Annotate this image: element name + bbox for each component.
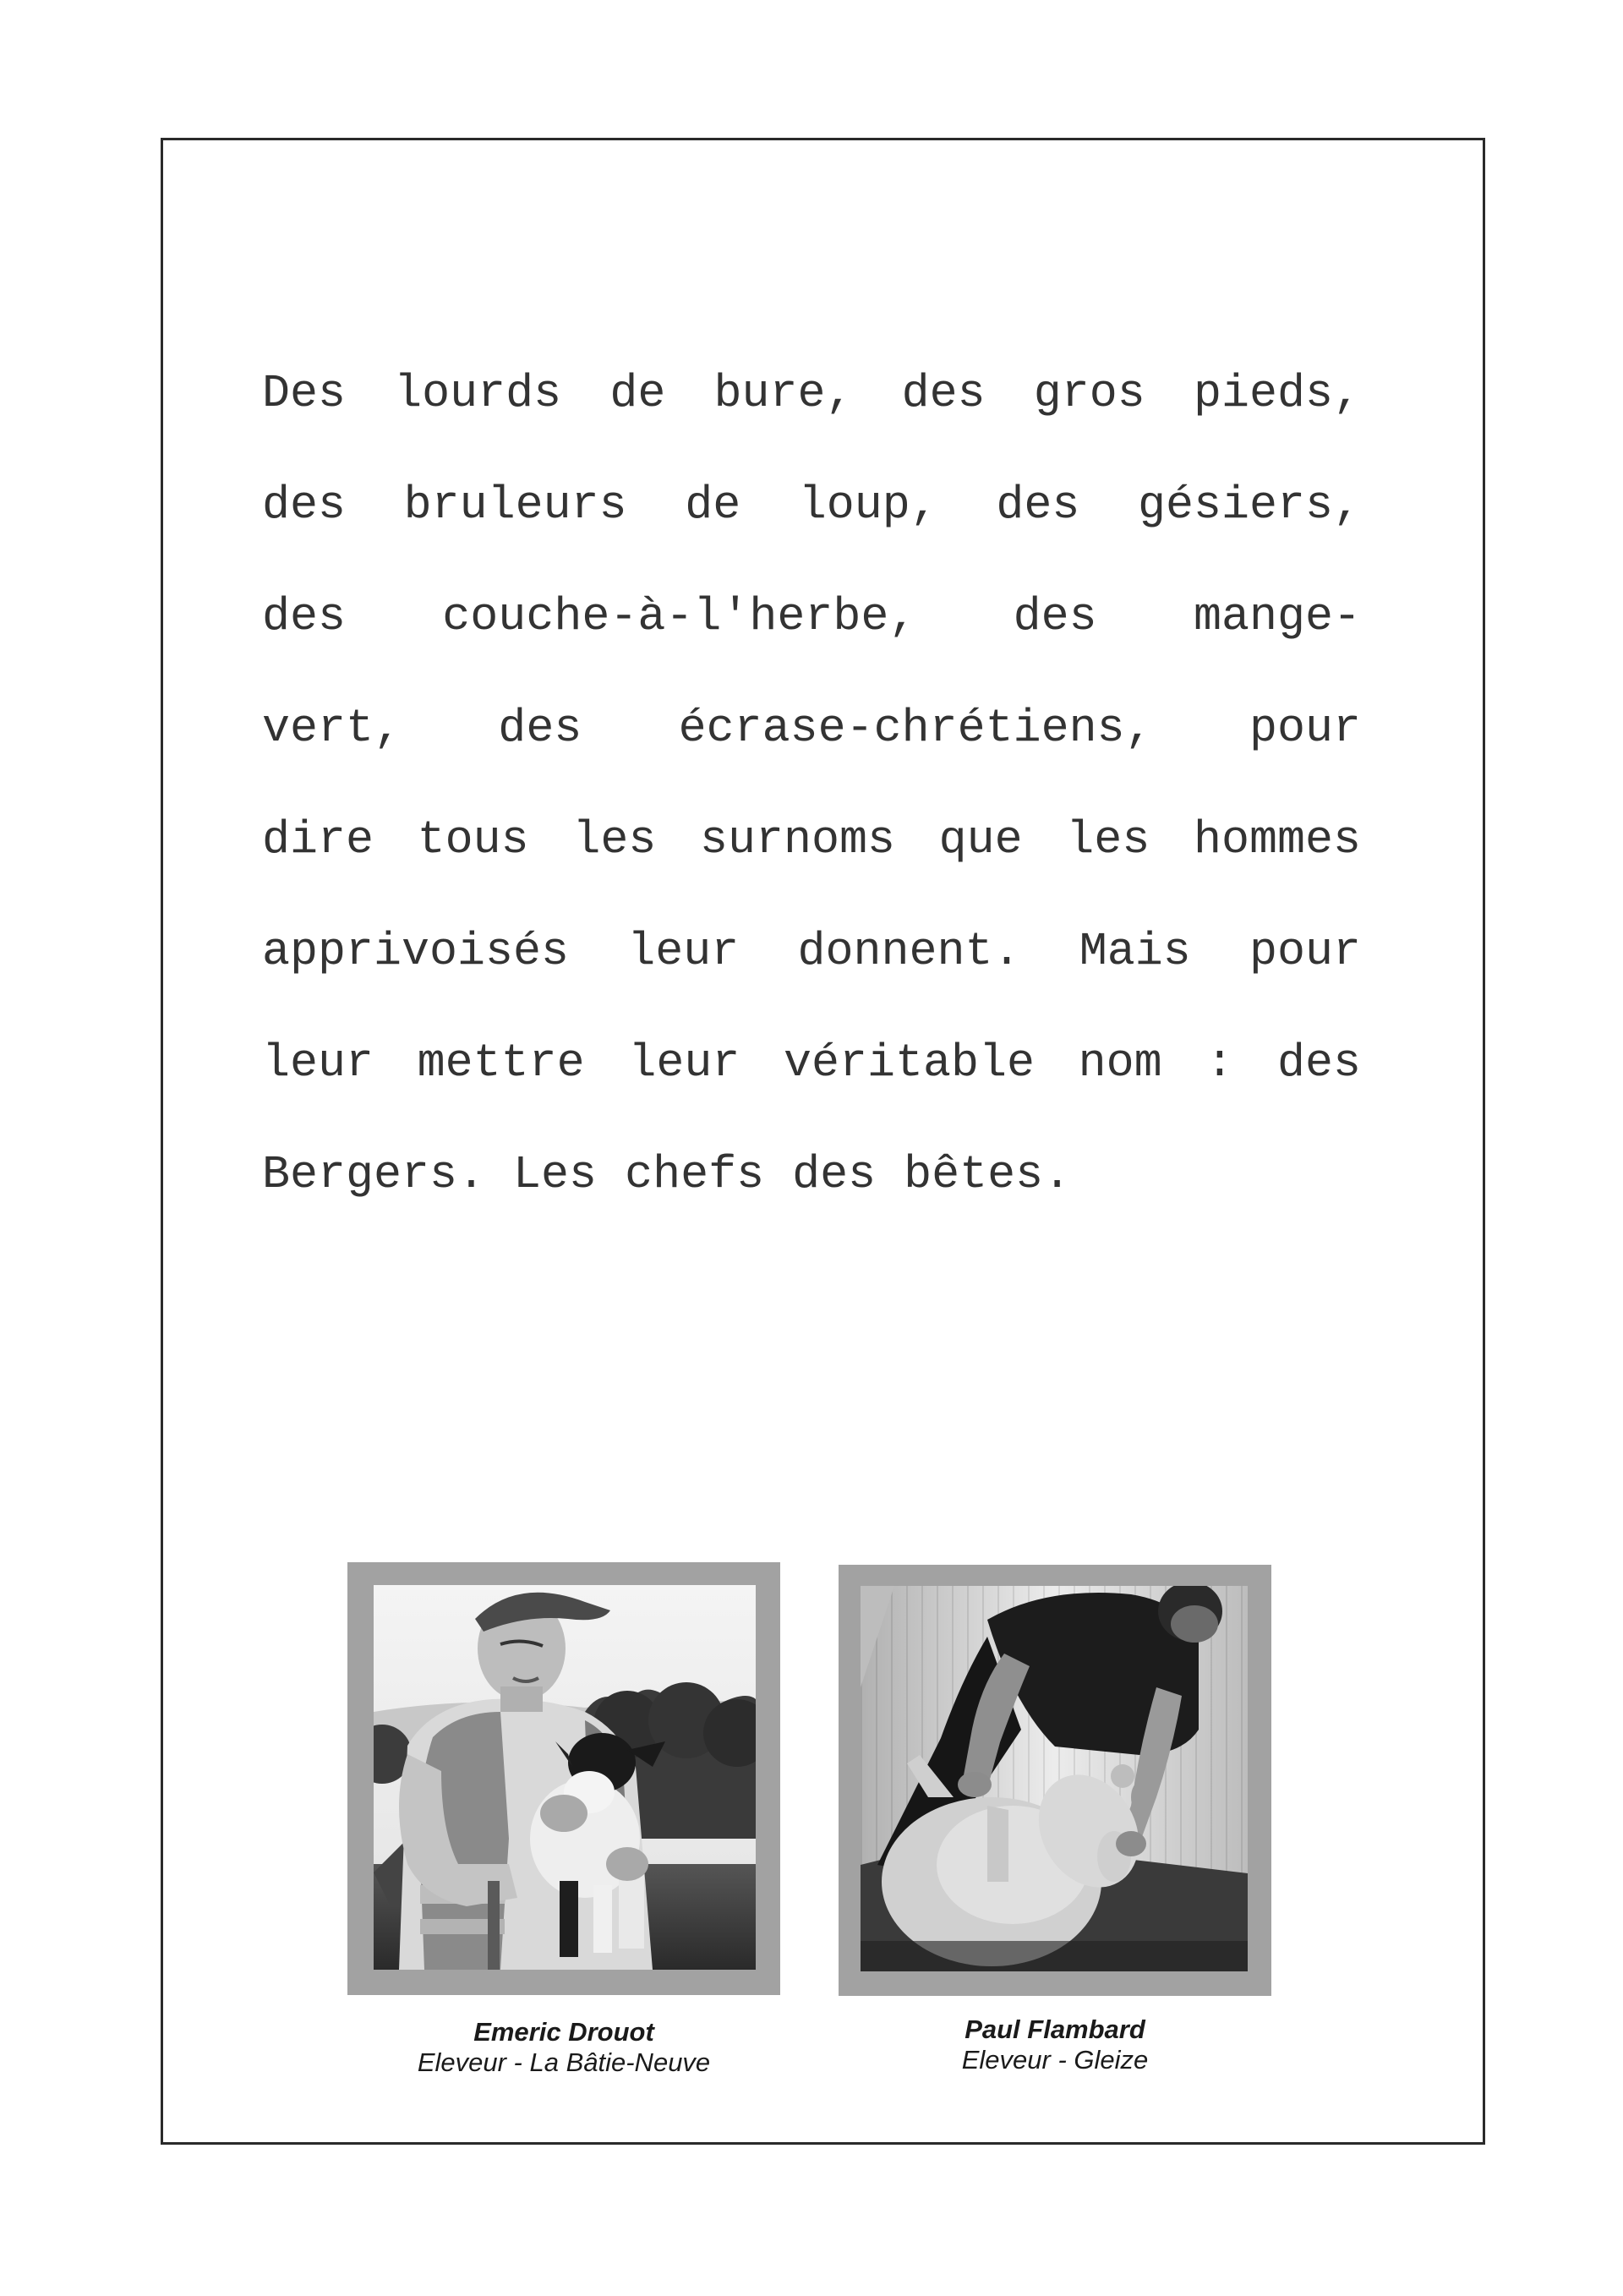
poem-line: leur mettre leur véritable nom : des <box>262 1036 1361 1090</box>
poem-line: apprivoisés leur donnent. Mais pour <box>262 925 1361 978</box>
shepherd-lamb-image <box>374 1585 756 1970</box>
photo-person-role: Eleveur - Gleize <box>961 2045 1149 2075</box>
photo-person-name: Paul Flambard <box>965 2014 1145 2044</box>
photo-frame-emeric-drouot <box>347 1562 780 1995</box>
photo-person-role: Eleveur - La Bâtie-Neuve <box>417 2047 711 2077</box>
photo-frame-paul-flambard <box>839 1565 1271 1996</box>
poem-text-block <box>262 355 1361 1248</box>
photo-person-name: Emeric Drouot <box>473 2017 654 2047</box>
photo-shepherd-with-lamb <box>374 1585 756 1970</box>
poem-line-last: Bergers. Les chefs des bêtes. <box>262 1148 1072 1201</box>
photo-farmer-with-sheep <box>861 1586 1248 1971</box>
poem-line: vert, des écrase-chrétiens, pour <box>262 702 1361 755</box>
poem-line: des bruleurs de loup, des gésiers, <box>262 478 1361 532</box>
farmer-sheep-image <box>861 1586 1248 1971</box>
caption-emeric-drouot <box>347 2017 780 2078</box>
poem-line: Des lourds de bure, des gros pieds, <box>262 367 1361 420</box>
poem-line: des couche-à-l'herbe, des mange- <box>262 590 1361 643</box>
caption-paul-flambard <box>839 2014 1271 2075</box>
poem-line: dire tous les surnoms que les hommes <box>262 813 1361 866</box>
